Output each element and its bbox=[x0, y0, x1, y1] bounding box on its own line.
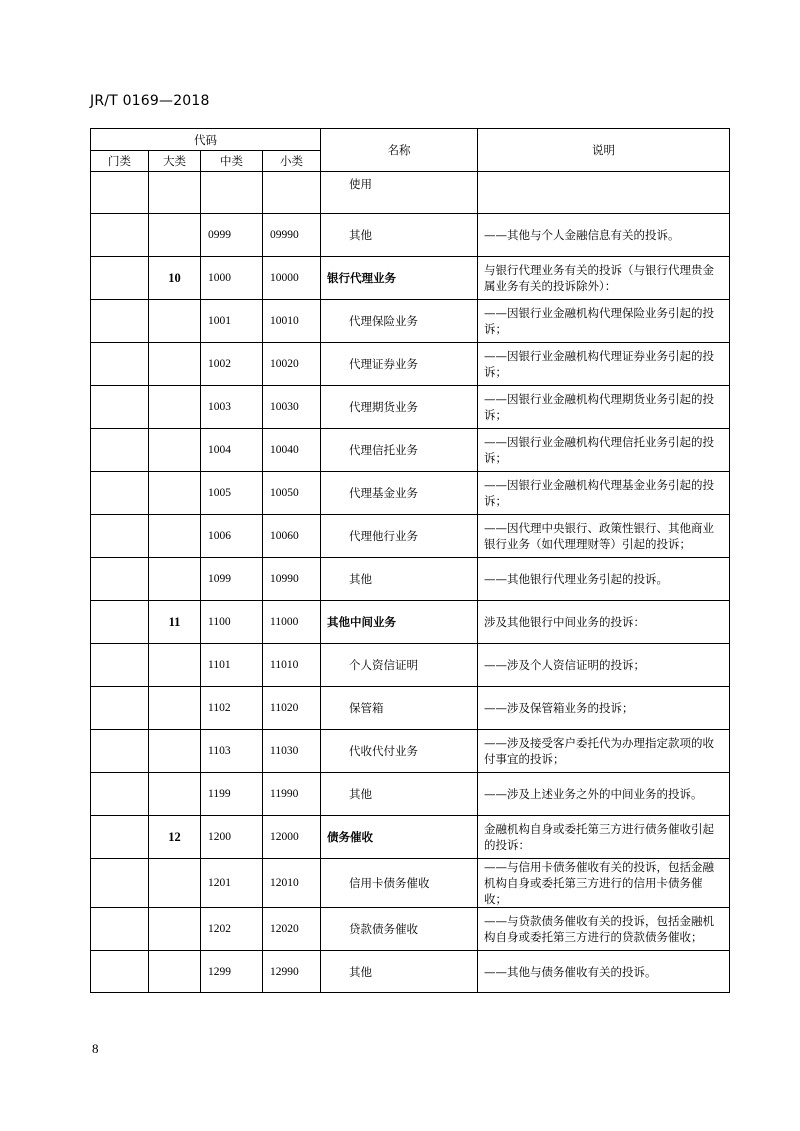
cell-door bbox=[91, 644, 149, 687]
cell-small-category: 12010 bbox=[263, 859, 321, 908]
cell-door bbox=[91, 687, 149, 730]
cell-description: 与银行代理业务有关的投诉（与银行代理贵金属业务有关的投诉除外）： bbox=[478, 257, 730, 300]
cell-mid-category: 1102 bbox=[201, 687, 263, 730]
cell-big-category bbox=[149, 214, 201, 257]
cell-description: 涉及其他银行中间业务的投诉： bbox=[478, 601, 730, 644]
cell-description: 金融机构自身或委托第三方进行债务催收引起的投诉： bbox=[478, 816, 730, 859]
item-name: 其他 bbox=[349, 228, 372, 242]
table-row bbox=[91, 773, 730, 816]
item-name: 代理信托业务 bbox=[349, 443, 418, 457]
cell-big-category bbox=[149, 172, 201, 214]
header-door: 门类 bbox=[91, 151, 149, 172]
cell-big-category bbox=[149, 300, 201, 343]
item-name: 代理证券业务 bbox=[349, 357, 418, 371]
cell-name bbox=[321, 859, 478, 908]
item-name: 使用 bbox=[349, 177, 372, 191]
cell-big-category bbox=[149, 515, 201, 558]
cell-description: ——因银行业金融机构代理期货业务引起的投诉； bbox=[478, 386, 730, 429]
cell-door bbox=[91, 773, 149, 816]
cell-small-category: 10020 bbox=[263, 343, 321, 386]
cell-door bbox=[91, 908, 149, 951]
document-code: JR/T 0169—2018 bbox=[90, 93, 210, 109]
cell-mid-category: 1002 bbox=[201, 343, 263, 386]
page-number: 8 bbox=[92, 1041, 99, 1056]
item-name: 债务催收 bbox=[327, 830, 373, 844]
item-name: 银行代理业务 bbox=[327, 271, 396, 285]
cell-description: ——因银行业金融机构代理基金业务引起的投诉； bbox=[478, 472, 730, 515]
cell-description: ——因银行业金融机构代理信托业务引起的投诉； bbox=[478, 429, 730, 472]
cell-door bbox=[91, 515, 149, 558]
cell-small-category: 11020 bbox=[263, 687, 321, 730]
table-row bbox=[91, 601, 730, 644]
big-category-code: 11 bbox=[168, 615, 181, 629]
cell-big-category bbox=[149, 816, 201, 859]
cell-description: ——涉及上述业务之外的中间业务的投诉。 bbox=[478, 773, 730, 816]
cell-name bbox=[321, 730, 478, 773]
cell-mid-category: 1202 bbox=[201, 908, 263, 951]
cell-door bbox=[91, 472, 149, 515]
cell-description: ——涉及接受客户委托代为办理指定款项的收付事宜的投诉； bbox=[478, 730, 730, 773]
item-name: 个人资信证明 bbox=[349, 658, 418, 672]
cell-big-category bbox=[149, 558, 201, 601]
cell-name bbox=[321, 214, 478, 257]
cell-big-category bbox=[149, 908, 201, 951]
cell-small-category: 11030 bbox=[263, 730, 321, 773]
cell-description: ——与贷款债务催收有关的投诉，包括金融机构自身或委托第三方进行的贷款债务催收； bbox=[478, 908, 730, 951]
cell-mid-category: 1199 bbox=[201, 773, 263, 816]
cell-mid-category: 1299 bbox=[201, 951, 263, 993]
big-category-code: 10 bbox=[168, 271, 181, 285]
header-small: 小类 bbox=[263, 151, 321, 172]
cell-door bbox=[91, 386, 149, 429]
cell-name bbox=[321, 908, 478, 951]
item-name: 代理期货业务 bbox=[349, 400, 418, 414]
cell-big-category bbox=[149, 773, 201, 816]
table-row bbox=[91, 558, 730, 601]
cell-name bbox=[321, 429, 478, 472]
cell-door bbox=[91, 951, 149, 993]
table-row bbox=[91, 429, 730, 472]
cell-mid-category: 1200 bbox=[201, 816, 263, 859]
item-name: 代理他行业务 bbox=[349, 529, 418, 543]
cell-description: ——其他与债务催收有关的投诉。 bbox=[478, 951, 730, 993]
cell-name bbox=[321, 773, 478, 816]
cell-door bbox=[91, 172, 149, 214]
cell-small-category: 10990 bbox=[263, 558, 321, 601]
cell-mid-category: 0999 bbox=[201, 214, 263, 257]
cell-big-category bbox=[149, 730, 201, 773]
header-mid: 中类 bbox=[201, 151, 263, 172]
cell-description: ——因代理中央银行、政策性银行、其他商业银行业务（如代理理财等）引起的投诉； bbox=[478, 515, 730, 558]
cell-door bbox=[91, 429, 149, 472]
cell-name bbox=[321, 644, 478, 687]
cell-mid-category bbox=[201, 172, 263, 214]
table-row bbox=[91, 730, 730, 773]
cell-door bbox=[91, 558, 149, 601]
item-name: 代理基金业务 bbox=[349, 486, 418, 500]
cell-small-category: 12020 bbox=[263, 908, 321, 951]
cell-door bbox=[91, 343, 149, 386]
cell-description: ——因银行业金融机构代理保险业务引起的投诉； bbox=[478, 300, 730, 343]
cell-small-category: 10050 bbox=[263, 472, 321, 515]
cell-name bbox=[321, 343, 478, 386]
cell-small-category: 10030 bbox=[263, 386, 321, 429]
header-big: 大类 bbox=[149, 151, 201, 172]
cell-small-category: 10000 bbox=[263, 257, 321, 300]
cell-door bbox=[91, 816, 149, 859]
table-row bbox=[91, 257, 730, 300]
cell-description bbox=[478, 172, 730, 214]
cell-description: ——因银行业金融机构代理证券业务引起的投诉； bbox=[478, 343, 730, 386]
item-name: 代理保险业务 bbox=[349, 314, 418, 328]
cell-small-category: 10040 bbox=[263, 429, 321, 472]
cell-small-category: 10010 bbox=[263, 300, 321, 343]
header-description: 说明 bbox=[478, 129, 730, 172]
cell-big-category bbox=[149, 859, 201, 908]
cell-big-category bbox=[149, 343, 201, 386]
cell-small-category: 10060 bbox=[263, 515, 321, 558]
cell-mid-category: 1003 bbox=[201, 386, 263, 429]
cell-mid-category: 1004 bbox=[201, 429, 263, 472]
cell-mid-category: 1005 bbox=[201, 472, 263, 515]
table-row bbox=[91, 172, 730, 214]
cell-description: ——涉及个人资信证明的投诉； bbox=[478, 644, 730, 687]
cell-description: ——其他银行代理业务引起的投诉。 bbox=[478, 558, 730, 601]
table-row bbox=[91, 343, 730, 386]
item-name: 保管箱 bbox=[349, 701, 384, 715]
cell-big-category bbox=[149, 472, 201, 515]
cell-mid-category: 1100 bbox=[201, 601, 263, 644]
item-name: 其他 bbox=[349, 787, 372, 801]
cell-small-category: 12000 bbox=[263, 816, 321, 859]
cell-big-category bbox=[149, 257, 201, 300]
item-name: 信用卡债务催收 bbox=[349, 876, 430, 890]
table-row bbox=[91, 214, 730, 257]
cell-small-category: 11010 bbox=[263, 644, 321, 687]
table-row bbox=[91, 687, 730, 730]
cell-small-category: 11990 bbox=[263, 773, 321, 816]
table-row bbox=[91, 859, 730, 908]
table-row bbox=[91, 386, 730, 429]
item-name: 代收代付业务 bbox=[349, 744, 418, 758]
cell-mid-category: 1201 bbox=[201, 859, 263, 908]
cell-door bbox=[91, 859, 149, 908]
table-row bbox=[91, 515, 730, 558]
cell-big-category bbox=[149, 601, 201, 644]
cell-small-category: 09990 bbox=[263, 214, 321, 257]
cell-mid-category: 1006 bbox=[201, 515, 263, 558]
item-name: 其他 bbox=[349, 572, 372, 586]
cell-small-category: 12990 bbox=[263, 951, 321, 993]
table-row bbox=[91, 300, 730, 343]
table-body bbox=[91, 172, 730, 993]
cell-name bbox=[321, 172, 478, 214]
cell-mid-category: 1099 bbox=[201, 558, 263, 601]
item-name: 贷款债务催收 bbox=[349, 922, 418, 936]
big-category-code: 12 bbox=[168, 830, 181, 844]
item-name: 其他中间业务 bbox=[327, 615, 396, 629]
cell-big-category bbox=[149, 429, 201, 472]
header-name: 名称 bbox=[321, 129, 478, 172]
table-row bbox=[91, 644, 730, 687]
cell-name bbox=[321, 515, 478, 558]
cell-name bbox=[321, 257, 478, 300]
cell-big-category bbox=[149, 386, 201, 429]
cell-name bbox=[321, 472, 478, 515]
cell-big-category bbox=[149, 644, 201, 687]
cell-name bbox=[321, 601, 478, 644]
cell-mid-category: 1103 bbox=[201, 730, 263, 773]
cell-mid-category: 1101 bbox=[201, 644, 263, 687]
table-row bbox=[91, 951, 730, 993]
cell-mid-category: 1001 bbox=[201, 300, 263, 343]
table-row bbox=[91, 908, 730, 951]
cell-name bbox=[321, 300, 478, 343]
item-name: 其他 bbox=[349, 964, 372, 979]
cell-name bbox=[321, 386, 478, 429]
cell-small-category bbox=[263, 172, 321, 214]
cell-name bbox=[321, 558, 478, 601]
cell-door bbox=[91, 257, 149, 300]
cell-description: ——与信用卡债务催收有关的投诉，包括金融机构自身或委托第三方进行的信用卡债务催收； bbox=[478, 859, 730, 908]
cell-description: ——其他与个人金融信息有关的投诉。 bbox=[478, 214, 730, 257]
cell-door bbox=[91, 214, 149, 257]
header-code: 代码 bbox=[91, 129, 321, 151]
cell-name bbox=[321, 951, 478, 993]
cell-door bbox=[91, 730, 149, 773]
cell-big-category bbox=[149, 687, 201, 730]
table-row bbox=[91, 816, 730, 859]
cell-small-category: 11000 bbox=[263, 601, 321, 644]
cell-mid-category: 1000 bbox=[201, 257, 263, 300]
classification-table bbox=[90, 128, 730, 993]
table-row bbox=[91, 472, 730, 515]
cell-name bbox=[321, 816, 478, 859]
cell-big-category bbox=[149, 951, 201, 993]
cell-door bbox=[91, 300, 149, 343]
cell-door bbox=[91, 601, 149, 644]
cell-name bbox=[321, 687, 478, 730]
cell-description: ——涉及保管箱业务的投诉； bbox=[478, 687, 730, 730]
